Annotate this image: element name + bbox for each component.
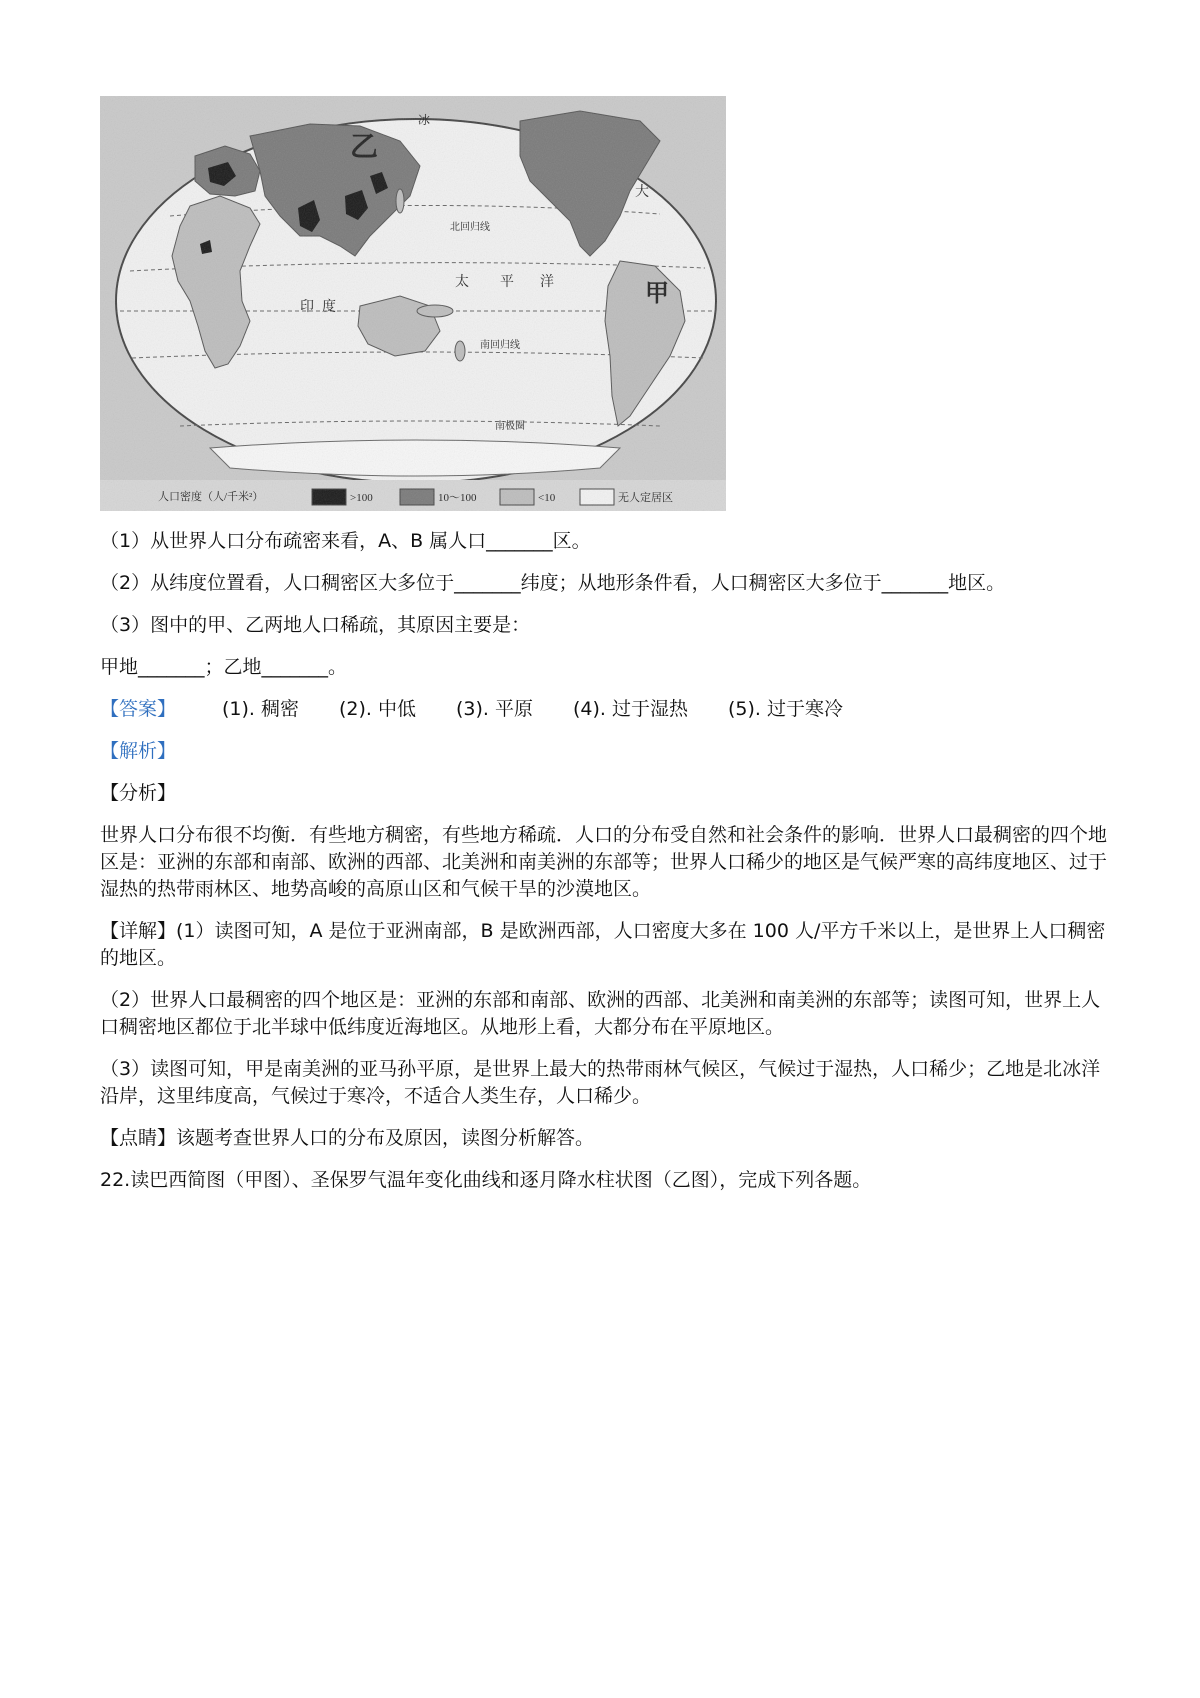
answer-row (100, 696, 1110, 723)
fenxi-tag: 【分析】 (100, 782, 177, 804)
population-density-map-figure (100, 96, 726, 511)
analysis-tag: 【解析】 (100, 740, 177, 762)
question-3-blanks: 甲地_______；乙地_______。 (100, 656, 348, 678)
next-question: 22.读巴西简图（甲图）、圣保罗气温年变化曲线和逐月降水柱状图（乙图），完成下列各题。 (100, 1169, 872, 1191)
world-population-map (100, 96, 726, 511)
answer-item-2: (2). 中低 (339, 698, 417, 720)
answer-item-4: (4). 过于湿热 (573, 698, 689, 720)
document-body (100, 528, 1110, 1209)
fenxi-text: 世界人口分布很不均衡．有些地方稠密，有些地方稀疏．人口的分布受自然和社会条件的影响．世界人口最稠密的四个地区是：亚洲的东部和南部、欧洲的西部、北美洲和南美洲的东部等；世界人口稀少的地区是气候严寒的高纬度地区、过于湿热的热带雨林区、地势高峻的高原山区和气候干旱的沙漠地区。 (100, 824, 1108, 900)
xiangjie-1-text: (1）读图可知，A 是位于亚洲南部，B 是欧洲西部，人口密度大多在 100 人/平方千米以上，是世界上人口稠密的地区。 (100, 920, 1106, 969)
answer-item-1: (1). 稠密 (222, 698, 300, 720)
dianjing-text: 该题考查世界人口的分布及原因，读图分析解答。 (176, 1127, 595, 1149)
xiangjie-2: （2）世界人口最稠密的四个地区是：亚洲的东部和南部、欧洲的西部、北美洲和南美洲的东部等；读图可知，世界上人口稠密地区都位于北半球中低纬度近海地区。从地形上看，大都分布在平原地区。 (100, 989, 1101, 1038)
xiangjie-tag: 【详解】 (100, 920, 177, 942)
answer-item-3: (3). 平原 (456, 698, 534, 720)
answer-item-5: (5). 过于寒冷 (728, 698, 844, 720)
xiangjie-3: （3）读图可知，甲是南美洲的亚马孙平原，是世界上最大的热带雨林气候区，气候过于湿热，人口稀少；乙地是北冰洋沿岸，这里纬度高，气候过于寒冷，不适合人类生存，人口稀少。 (100, 1058, 1101, 1107)
question-2: （2）从纬度位置看，人口稠密区大多位于_______纬度；从地形条件看，人口稠密区大多位于_______地区。 (100, 572, 1006, 594)
question-3: （3）图中的甲、乙两地人口稀疏，其原因主要是： (100, 614, 531, 636)
answer-tag: 【答案】 (100, 698, 177, 720)
xiangjie-1-paragraph (100, 918, 1110, 972)
question-1: （1）从世界人口分布疏密来看，A、B 属人口_______区。 (100, 530, 591, 552)
dianjing-paragraph (100, 1125, 1110, 1152)
dianjing-tag: 【点睛】 (100, 1127, 177, 1149)
